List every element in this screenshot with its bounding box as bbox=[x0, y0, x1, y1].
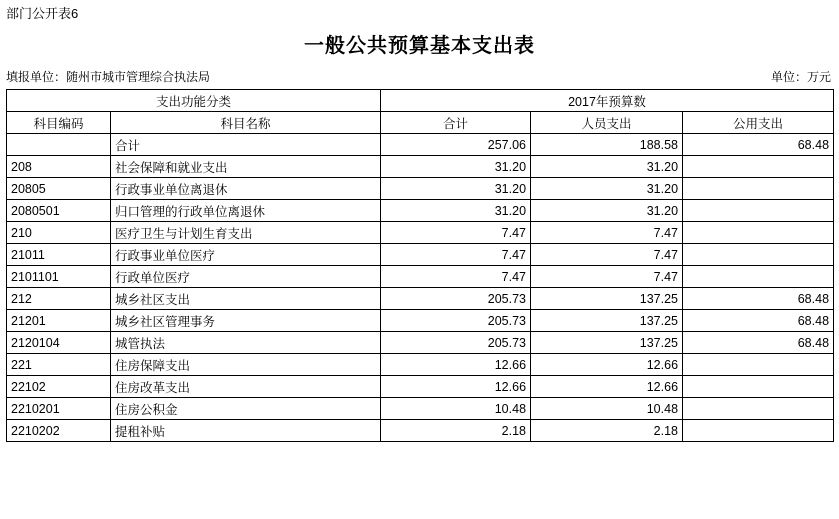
cell-person: 137.25 bbox=[531, 288, 683, 310]
table-row bbox=[7, 376, 834, 398]
table-row bbox=[7, 134, 834, 156]
cell-subject-code: 21011 bbox=[7, 244, 111, 266]
cell-person: 12.66 bbox=[531, 354, 683, 376]
cell-subject-code: 2101101 bbox=[7, 266, 111, 288]
cell-subject-name: 城乡社区管理事务 bbox=[111, 310, 381, 332]
cell-subject-code bbox=[7, 134, 111, 156]
cell-subject-code: 221 bbox=[7, 354, 111, 376]
cell-person: 7.47 bbox=[531, 222, 683, 244]
cell-subject-name: 住房改革支出 bbox=[111, 376, 381, 398]
cell-subject-code: 2210202 bbox=[7, 420, 111, 442]
cell-total: 12.66 bbox=[381, 354, 531, 376]
cell-total: 31.20 bbox=[381, 200, 531, 222]
cell-subject-code: 20805 bbox=[7, 178, 111, 200]
table-body bbox=[7, 134, 834, 442]
column-header-total: 合计 bbox=[381, 112, 531, 134]
currency-unit-label: 单位：万元 bbox=[770, 70, 831, 84]
cell-person: 188.58 bbox=[531, 134, 683, 156]
cell-public: 68.48 bbox=[683, 310, 834, 332]
cell-subject-name: 住房保障支出 bbox=[111, 354, 381, 376]
cell-subject-code: 212 bbox=[7, 288, 111, 310]
cell-person: 12.66 bbox=[531, 376, 683, 398]
header-function-class: 支出功能分类 bbox=[7, 90, 381, 112]
table-column-header-row bbox=[7, 112, 834, 134]
cell-total: 7.47 bbox=[381, 222, 531, 244]
cell-subject-code: 210 bbox=[7, 222, 111, 244]
cell-subject-code: 2210201 bbox=[7, 398, 111, 420]
cell-subject-name: 社会保障和就业支出 bbox=[111, 156, 381, 178]
cell-subject-name: 归口管理的行政单位离退休 bbox=[111, 200, 381, 222]
cell-subject-name: 合计 bbox=[111, 134, 381, 156]
cell-subject-code: 2080501 bbox=[7, 200, 111, 222]
table-row bbox=[7, 178, 834, 200]
cell-total: 2.18 bbox=[381, 420, 531, 442]
cell-public: 68.48 bbox=[683, 288, 834, 310]
cell-person: 137.25 bbox=[531, 310, 683, 332]
cell-subject-name: 城管执法 bbox=[111, 332, 381, 354]
cell-total: 7.47 bbox=[381, 266, 531, 288]
table-row bbox=[7, 266, 834, 288]
cell-public: 68.48 bbox=[683, 134, 834, 156]
cell-subject-name: 行政事业单位医疗 bbox=[111, 244, 381, 266]
table-row bbox=[7, 222, 834, 244]
cell-total: 12.66 bbox=[381, 376, 531, 398]
table-row bbox=[7, 244, 834, 266]
cell-subject-code: 22102 bbox=[7, 376, 111, 398]
filler-unit-label: 填报单位：随州市城市管理综合执法局 bbox=[6, 70, 211, 84]
column-header-public: 公用支出 bbox=[683, 112, 834, 134]
table-row bbox=[7, 288, 834, 310]
cell-public: 68.48 bbox=[683, 332, 834, 354]
cell-person: 31.20 bbox=[531, 200, 683, 222]
table-row bbox=[7, 398, 834, 420]
column-header-personnel: 人员支出 bbox=[531, 112, 683, 134]
cell-public bbox=[683, 266, 834, 288]
cell-public bbox=[683, 200, 834, 222]
cell-public bbox=[683, 178, 834, 200]
cell-public bbox=[683, 156, 834, 178]
cell-total: 31.20 bbox=[381, 156, 531, 178]
column-header-code: 科目编码 bbox=[7, 112, 111, 134]
cell-subject-name: 住房公积金 bbox=[111, 398, 381, 420]
cell-subject-code: 2120104 bbox=[7, 332, 111, 354]
cell-total: 31.20 bbox=[381, 178, 531, 200]
table-group-header-row bbox=[7, 90, 834, 112]
table-row bbox=[7, 332, 834, 354]
meta-row bbox=[0, 58, 839, 89]
cell-person: 31.20 bbox=[531, 156, 683, 178]
cell-person: 31.20 bbox=[531, 178, 683, 200]
cell-total: 205.73 bbox=[381, 332, 531, 354]
cell-public bbox=[683, 376, 834, 398]
cell-subject-name: 医疗卫生与计划生育支出 bbox=[111, 222, 381, 244]
cell-subject-name: 提租补贴 bbox=[111, 420, 381, 442]
table-header bbox=[7, 90, 834, 134]
cell-subject-code: 208 bbox=[7, 156, 111, 178]
cell-public bbox=[683, 354, 834, 376]
form-code-label: 部门公开表6 bbox=[6, 6, 79, 21]
cell-public bbox=[683, 420, 834, 442]
cell-subject-name: 城乡社区支出 bbox=[111, 288, 381, 310]
table-row bbox=[7, 200, 834, 222]
cell-person: 7.47 bbox=[531, 266, 683, 288]
table-row bbox=[7, 310, 834, 332]
cell-subject-code: 21201 bbox=[7, 310, 111, 332]
cell-person: 7.47 bbox=[531, 244, 683, 266]
cell-total: 205.73 bbox=[381, 310, 531, 332]
table-row bbox=[7, 420, 834, 442]
cell-public bbox=[683, 244, 834, 266]
header-budget-year: 2017年预算数 bbox=[381, 90, 834, 112]
cell-total: 257.06 bbox=[381, 134, 531, 156]
cell-person: 2.18 bbox=[531, 420, 683, 442]
cell-subject-name: 行政事业单位离退休 bbox=[111, 178, 381, 200]
cell-total: 205.73 bbox=[381, 288, 531, 310]
cell-public bbox=[683, 398, 834, 420]
budget-table bbox=[6, 89, 834, 442]
page-title: 一般公共预算基本支出表 bbox=[304, 35, 535, 57]
table-row bbox=[7, 156, 834, 178]
cell-subject-name: 行政单位医疗 bbox=[111, 266, 381, 288]
cell-person: 10.48 bbox=[531, 398, 683, 420]
table-row bbox=[7, 354, 834, 376]
cell-total: 7.47 bbox=[381, 244, 531, 266]
column-header-name: 科目名称 bbox=[111, 112, 381, 134]
cell-person: 137.25 bbox=[531, 332, 683, 354]
cell-total: 10.48 bbox=[381, 398, 531, 420]
cell-public bbox=[683, 222, 834, 244]
